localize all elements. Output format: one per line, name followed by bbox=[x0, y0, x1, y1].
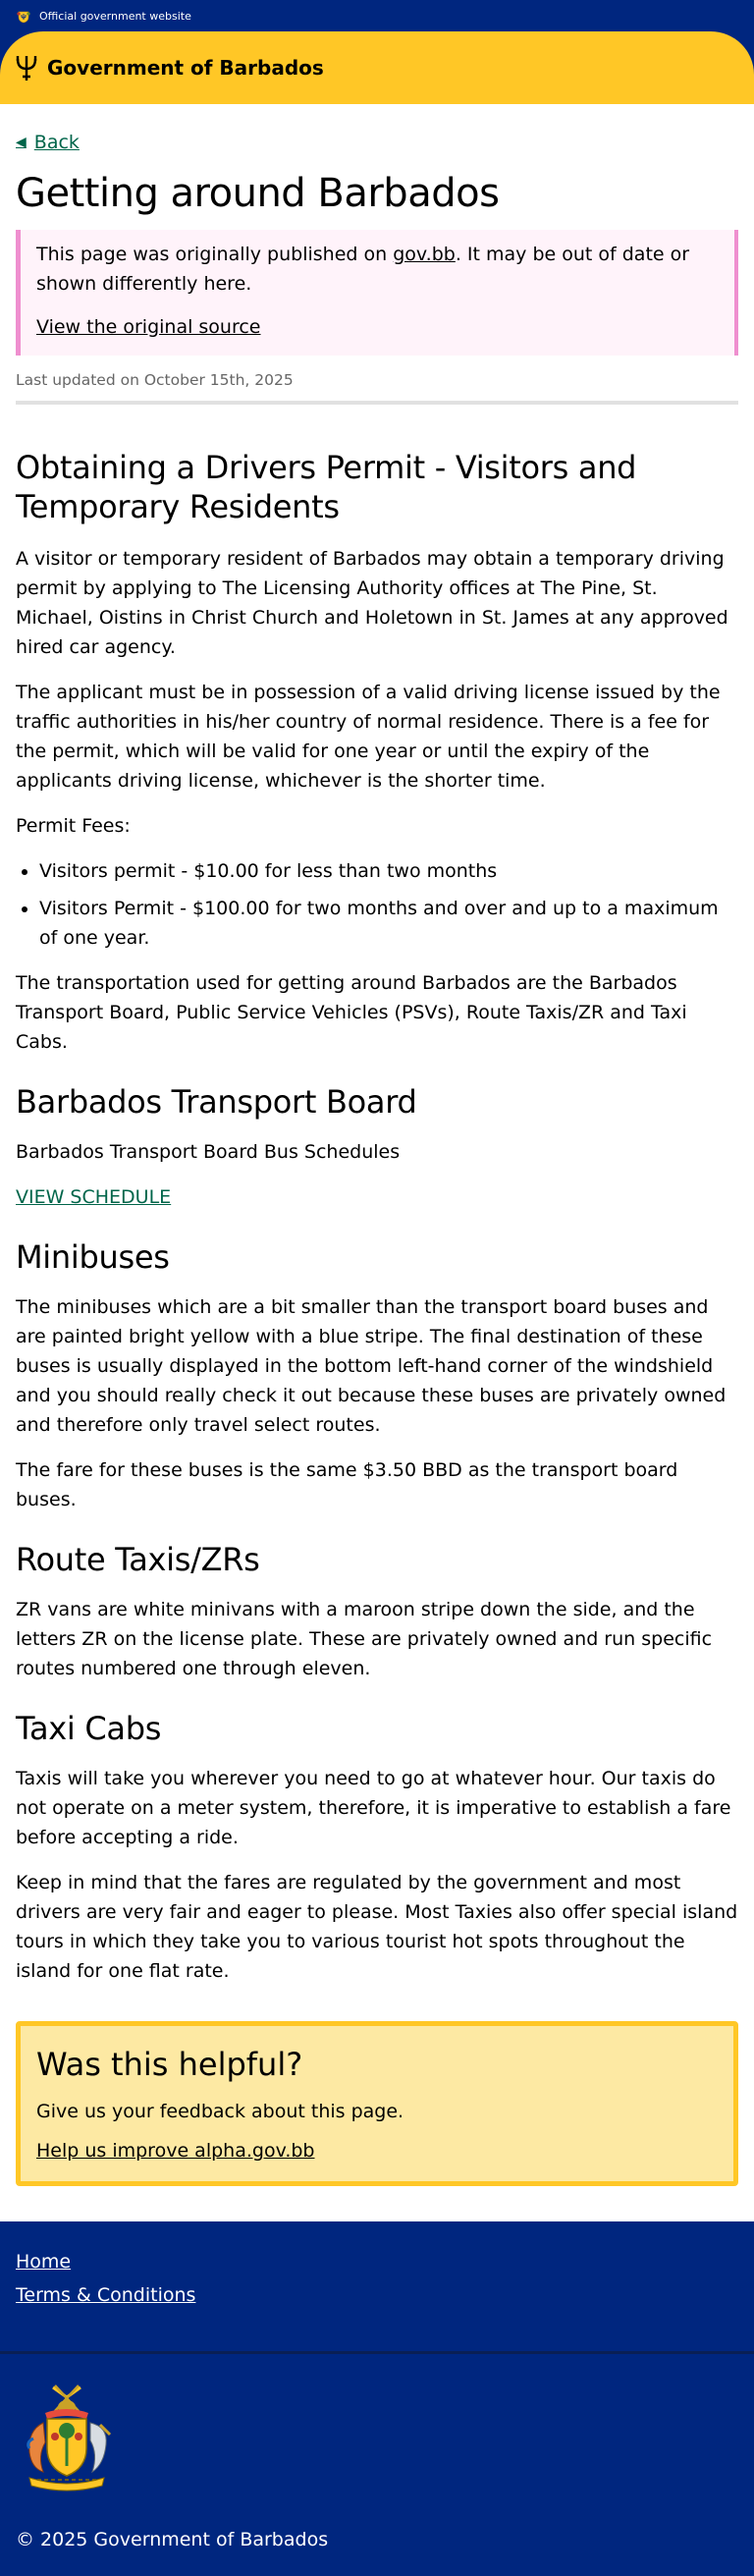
section-heading-route-taxis: Route Taxis/ZRs bbox=[16, 1541, 260, 1578]
copyright: © 2025 Government of Barbados bbox=[16, 2529, 329, 2550]
paragraph: A visitor or temporary resident of Barbados may obtain a temporary driving permit by applying to The Licensing Authority offices at The Pine, St. Michael, Oistins in Christ Church and Holetown in St. James at any approved hired car agency. bbox=[16, 548, 728, 658]
footer-link-terms[interactable]: Terms & Conditions bbox=[16, 2284, 196, 2306]
feedback-text: Give us your feedback about this page. bbox=[36, 2101, 404, 2122]
paragraph: Barbados Transport Board Bus Schedules bbox=[16, 1141, 401, 1163]
section-heading-minibuses: Minibuses bbox=[16, 1238, 170, 1276]
permit-fees-list bbox=[16, 856, 738, 953]
section-heading-drivers-permit: Obtaining a Drivers Permit - Visitors and Temporary Residents bbox=[16, 449, 637, 525]
paragraph: The minibuses which are a bit smaller than the transport board buses and are painted bright yellow with a blue stripe. The final destination of these buses is usually displayed in the bottom left-hand corner of the windshield and you should really check it out because these buses are privately owned and therefore only travel select routes. bbox=[16, 1296, 727, 1436]
official-website-bar bbox=[0, 0, 754, 31]
paragraph: Keep in mind that the fares are regulated by the government and most drivers are very fair and eager to please. Most Taxies also offer special island tours in which they take you to various tourist hot spots throughout the island for one flat rate. bbox=[16, 1872, 738, 1982]
coat-of-arms-icon bbox=[16, 8, 31, 24]
permit-fees-label: Permit Fees: bbox=[16, 815, 131, 837]
feedback-heading: Was this helpful? bbox=[36, 2046, 303, 2083]
archived-notice bbox=[16, 230, 738, 356]
paragraph: The fare for these buses is the same $3.50 BBD as the transport board buses. bbox=[16, 1459, 678, 1510]
footer-bottom bbox=[0, 2354, 754, 2576]
notice-text-after: . It may be out of date or shown differently here. bbox=[36, 244, 690, 295]
gov-bb-link[interactable]: gov.bb bbox=[393, 244, 456, 265]
section-heading-taxi-cabs: Taxi Cabs bbox=[16, 1710, 162, 1747]
last-updated: Last updated on October 15th, 2025 bbox=[16, 371, 294, 389]
paragraph: The transportation used for getting around Barbados are the Barbados Transport Board, Public Service Vehicles (PSVs), Route Taxis/ZR and Taxi Cabs. bbox=[16, 972, 687, 1053]
official-website-text: Official government website bbox=[39, 9, 191, 23]
paragraph: ZR vans are white minivans with a maroon stripe down the side, and the letters ZR on the license plate. These are privately owned and run specific routes numbered one through eleven. bbox=[16, 1599, 713, 1679]
section-heading-transport-board: Barbados Transport Board bbox=[16, 1083, 417, 1121]
notice-text-before: This page was originally published on bbox=[36, 244, 394, 265]
list-item: • Visitors Permit - $100.00 for two months and over and up to a maximum of one year. bbox=[39, 894, 738, 953]
back-link[interactable] bbox=[16, 132, 80, 153]
original-source-link[interactable]: View the original source bbox=[36, 316, 261, 338]
feedback-link[interactable]: Help us improve alpha.gov.bb bbox=[36, 2140, 315, 2162]
footer-link-home[interactable]: Home bbox=[16, 2251, 72, 2273]
page-title: Getting around Barbados bbox=[16, 171, 500, 216]
article bbox=[16, 448, 738, 1986]
feedback-box bbox=[16, 2021, 738, 2186]
arrow-left-icon: ◀ bbox=[16, 135, 27, 150]
divider bbox=[16, 401, 738, 405]
footer bbox=[0, 2221, 754, 2576]
main-content bbox=[0, 104, 754, 2186]
masthead bbox=[0, 31, 754, 104]
paragraph: The applicant must be in possession of a valid driving license issued by the traffic authorities in his/her country of normal residence. There is a fee for the permit, which will be valid for one year or until the expiry of the applicants driving license, whichever is the shorter time. bbox=[16, 682, 721, 792]
paragraph: Taxis will take you wherever you need to go at whatever hour. Our taxis do not operate on a meter system, therefore, it is imperative to establish a fare before accepting a ride. bbox=[16, 1768, 731, 1848]
footer-nav bbox=[0, 2221, 754, 2354]
list-item: • Visitors permit - $10.00 for less than two months bbox=[39, 856, 738, 886]
trident-icon bbox=[16, 54, 37, 82]
view-schedule-link[interactable]: VIEW SCHEDULE bbox=[16, 1186, 172, 1208]
brand-title: Government of Barbados bbox=[47, 56, 324, 80]
coat-of-arms-icon bbox=[16, 2384, 118, 2494]
notice-text bbox=[36, 240, 719, 299]
back-label: Back bbox=[33, 132, 80, 153]
home-brand-link[interactable] bbox=[16, 54, 324, 82]
